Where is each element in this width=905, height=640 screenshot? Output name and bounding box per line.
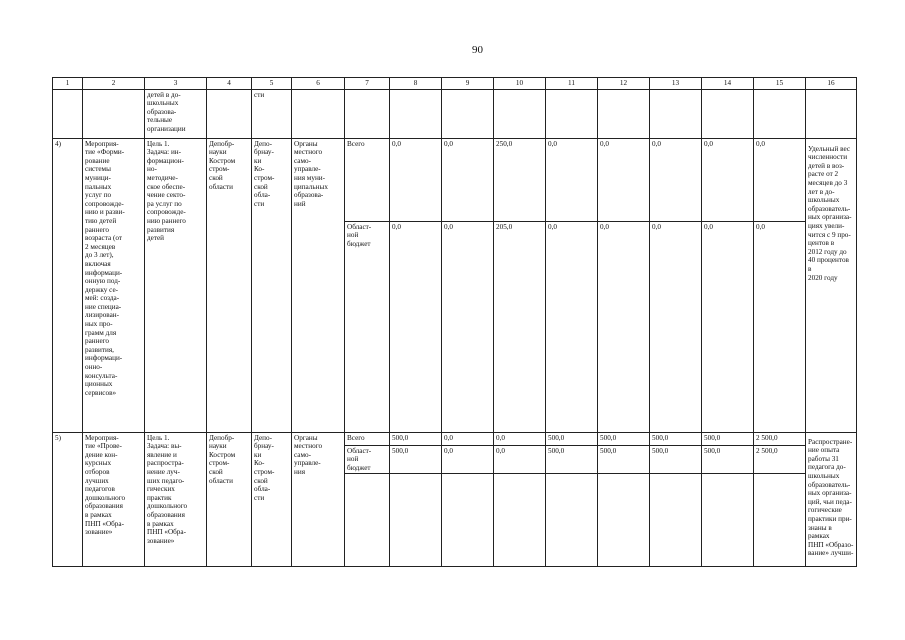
cell-value: 0,0 [754, 221, 806, 432]
cell-value: 0,0 [598, 138, 650, 221]
cell-participants: Органы местного само- управле- ния муни- ципальных образова- ний [292, 138, 345, 432]
cell-value: 500,0 [650, 432, 702, 445]
header-cell: 13 [650, 78, 702, 90]
cell-value: 500,0 [390, 445, 442, 474]
cell-value: 500,0 [546, 445, 598, 474]
cell-funding-source: Област- ной бюджет [345, 221, 390, 432]
cell-goal: детей в до- школьных образова- тельные организации [145, 89, 207, 138]
cell-responsible: Депобр- науки Костром стром- ской области [207, 138, 252, 432]
row-number: 4) [53, 138, 83, 432]
cell-value: 500,0 [546, 432, 598, 445]
cell-goal: Цель 1. Задача: вы- явление и распростра- нение луч- ших педаго- гических практик дошкольного образования в рамках ПНП «Обра- зование» [145, 432, 207, 567]
continuation-row [53, 89, 857, 138]
cell-activity: Мероприя- тие «Форми- рование системы муници- пальных услуг по сопровожде- нию и разви- тию детей раннего возраста (от 2 месяцев до 3 лет), включая информаци- онную под- держку се- мей: созда- ние специа- лизирован- ных про- грамм для раннего развития, информаци- онно- консульта- ционных сервисов» [83, 138, 145, 432]
cell-value: 0,0 [442, 432, 494, 445]
header-cell: 10 [494, 78, 546, 90]
cell-result: Удельный вес численности детей в воз- расте от 2 месяцев до 3 лет в до- школьных образователь- ных организа- циях увели- чится с 9 про- центов в 2012 году до 40 процентов в 2020 году [806, 138, 857, 432]
cell-value: 0,0 [494, 445, 546, 474]
cell-value: 500,0 [598, 445, 650, 474]
cell-value: 0,0 [494, 432, 546, 445]
cell-value: 0,0 [702, 221, 754, 432]
cell-value: 2 500,0 [754, 445, 806, 474]
header-cell: 3 [145, 78, 207, 90]
cell-value: 0,0 [442, 221, 494, 432]
cell-value: 0,0 [650, 138, 702, 221]
cell-value: 0,0 [390, 221, 442, 432]
cell-value: 500,0 [650, 445, 702, 474]
cell-activity: Мероприя- тие «Прове- дение кон- курсных отборов лучших педагогов дошкольного образования в рамках ПНП «Обра- зование» [83, 432, 145, 567]
cell-goal: Цель 1. Задача: ин- формацион- но- методиче- ское обеспе- чение секто- ра услуг по сопровожде- нию раннего развития детей [145, 138, 207, 432]
header-cell: 14 [702, 78, 754, 90]
header-cell: 12 [598, 78, 650, 90]
cell-value: 0,0 [598, 221, 650, 432]
header-cell: 4 [207, 78, 252, 90]
cell-value: 0,0 [442, 445, 494, 474]
header-row [53, 78, 857, 90]
page-number: 90 [472, 44, 483, 56]
cell-value: 500,0 [702, 445, 754, 474]
cell-value: 2 500,0 [754, 432, 806, 445]
cell-value: 0,0 [702, 138, 754, 221]
header-cell: 15 [754, 78, 806, 90]
header-cell: 8 [390, 78, 442, 90]
header-cell: 2 [83, 78, 145, 90]
cell-value: 500,0 [390, 432, 442, 445]
header-cell: 11 [546, 78, 598, 90]
cell-responsible: Депобр- науки Костром стром- ской области [207, 432, 252, 567]
cell-value: 0,0 [442, 138, 494, 221]
header-cell: 7 [345, 78, 390, 90]
cell-executor: Депо- брнау- ки Ко- стром- ской обла- сти [252, 138, 292, 432]
program-table [52, 77, 857, 567]
table-row [53, 432, 857, 445]
cell-funding-source: Област- ной бюджет [345, 445, 390, 474]
cell-participants: Органы местного само- управле- ния [292, 432, 345, 567]
cell-value: 0,0 [546, 221, 598, 432]
cell-executor: сти [252, 89, 292, 138]
header-cell: 9 [442, 78, 494, 90]
cell-funding-source: Всего [345, 432, 390, 445]
cell-value: 0,0 [546, 138, 598, 221]
header-cell: 1 [53, 78, 83, 90]
cell-value: 0,0 [650, 221, 702, 432]
cell-value: 500,0 [702, 432, 754, 445]
cell-value: 250,0 [494, 138, 546, 221]
cell-result: Распростране- ние опыта работы 31 педагога до- школьных образователь- ных организа- ций, чьи педа- гогические практики при- знаны в рамках ПНП «Образо- вание» лучши- [806, 432, 857, 567]
cell-value: 500,0 [598, 432, 650, 445]
cell-funding-source: Всего [345, 138, 390, 221]
table-row [53, 138, 857, 221]
header-cell: 16 [806, 78, 857, 90]
header-cell: 6 [292, 78, 345, 90]
header-cell: 5 [252, 78, 292, 90]
cell-value: 0,0 [754, 138, 806, 221]
row-number: 5) [53, 432, 83, 567]
cell-value: 205,0 [494, 221, 546, 432]
cell-executor: Депо- брнау- ки Ко- стром- ской обла- сти [252, 432, 292, 567]
cell-value: 0,0 [390, 138, 442, 221]
